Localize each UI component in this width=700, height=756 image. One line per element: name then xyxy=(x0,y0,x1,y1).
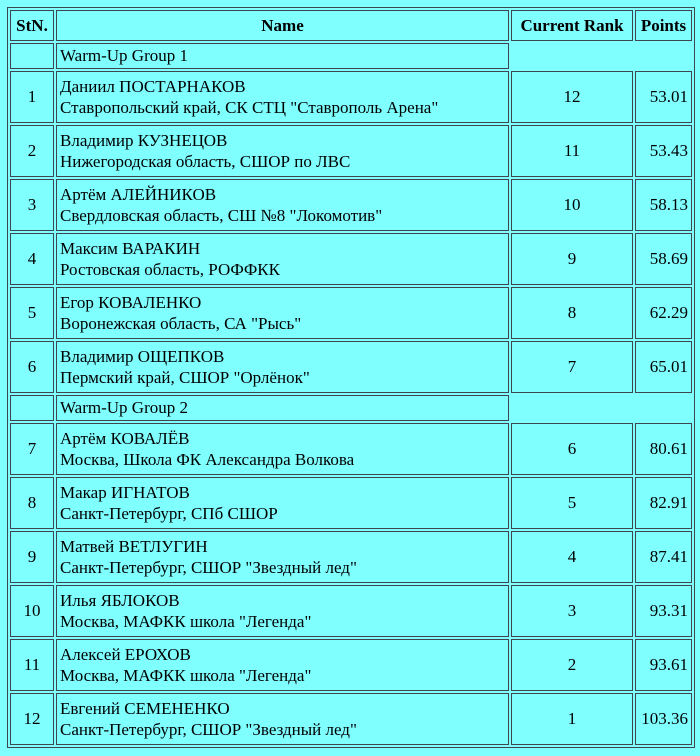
skater-name-and-club xyxy=(56,233,509,285)
skater-name: Егор КОВАЛЕНКО xyxy=(60,293,202,312)
points-value: 65.01 xyxy=(635,341,692,393)
skater-name: Илья ЯБЛОКОВ xyxy=(60,591,180,610)
skater-club: Санкт-Петербург, СШОР "Звездный лед" xyxy=(60,720,357,739)
current-rank: 6 xyxy=(511,423,633,475)
start-number: 12 xyxy=(10,693,54,745)
start-number: 1 xyxy=(10,71,54,123)
start-number: 7 xyxy=(10,423,54,475)
skater-club: Москва, МАФКК школа "Легенда" xyxy=(60,666,312,685)
skater-name: Даниил ПОСТАРНАКОВ xyxy=(60,77,246,96)
warmup-group-row xyxy=(10,395,692,421)
warmup-group-label: Warm-Up Group 1 xyxy=(56,43,509,69)
skater-name-and-club xyxy=(56,693,509,745)
skater-name-and-club xyxy=(56,477,509,529)
skater-club: Пермский край, СШОР "Орлёнок" xyxy=(60,368,310,387)
skater-row xyxy=(10,287,692,339)
skater-club: Москва, Школа ФК Александра Волкова xyxy=(60,450,355,469)
skater-club: Москва, МАФКК школа "Легенда" xyxy=(60,612,312,631)
points-value: 93.31 xyxy=(635,585,692,637)
skater-club: Санкт-Петербург, СПб СШОР xyxy=(60,504,278,523)
skater-row xyxy=(10,71,692,123)
stn-cell-empty xyxy=(10,43,54,69)
start-number: 9 xyxy=(10,531,54,583)
stn-cell-empty xyxy=(10,395,54,421)
skater-name-and-club xyxy=(56,341,509,393)
start-number: 5 xyxy=(10,287,54,339)
skater-row xyxy=(10,125,692,177)
skater-name: Максим ВАРАКИН xyxy=(60,239,201,258)
skater-name-and-club xyxy=(56,639,509,691)
skater-name-and-club xyxy=(56,531,509,583)
current-rank: 7 xyxy=(511,341,633,393)
points-value: 53.43 xyxy=(635,125,692,177)
skater-club: Санкт-Петербург, СШОР "Звездный лед" xyxy=(60,558,357,577)
skater-name: Артём КОВАЛЁВ xyxy=(60,429,190,448)
header-row xyxy=(10,10,692,41)
header-rank: Current Rank xyxy=(511,10,633,41)
skater-club: Свердловская область, СШ №8 "Локомотив" xyxy=(60,206,383,225)
points-value: 62.29 xyxy=(635,287,692,339)
start-number: 6 xyxy=(10,341,54,393)
empty-area xyxy=(511,43,692,69)
skater-name-and-club xyxy=(56,71,509,123)
skater-row xyxy=(10,341,692,393)
skater-row xyxy=(10,477,692,529)
current-rank: 9 xyxy=(511,233,633,285)
points-value: 87.41 xyxy=(635,531,692,583)
skater-row xyxy=(10,233,692,285)
header-points: Points xyxy=(635,10,692,41)
current-rank: 1 xyxy=(511,693,633,745)
start-number: 3 xyxy=(10,179,54,231)
points-value: 80.61 xyxy=(635,423,692,475)
start-number: 2 xyxy=(10,125,54,177)
skater-name: Матвей ВЕТЛУГИН xyxy=(60,537,208,556)
warmup-group-label: Warm-Up Group 2 xyxy=(56,395,509,421)
skater-name: Макар ИГНАТОВ xyxy=(60,483,190,502)
skater-club: Воронежская область, СА "Рысь" xyxy=(60,314,302,333)
start-number: 4 xyxy=(10,233,54,285)
skater-row xyxy=(10,693,692,745)
skater-name-and-club xyxy=(56,179,509,231)
header-stn: StN. xyxy=(10,10,54,41)
current-rank: 3 xyxy=(511,585,633,637)
points-value: 82.91 xyxy=(635,477,692,529)
skater-row xyxy=(10,531,692,583)
skater-name-and-club xyxy=(56,125,509,177)
skater-name-and-club xyxy=(56,585,509,637)
points-value: 53.01 xyxy=(635,71,692,123)
skater-name: Алексей ЕРОХОВ xyxy=(60,645,191,664)
current-rank: 11 xyxy=(511,125,633,177)
skater-club: Ростовская область, РОФФКК xyxy=(60,260,280,279)
skater-row xyxy=(10,179,692,231)
start-number: 11 xyxy=(10,639,54,691)
current-rank: 5 xyxy=(511,477,633,529)
skater-name: Владимир ОЩЕПКОВ xyxy=(60,347,225,366)
skater-name: Владимир КУЗНЕЦОВ xyxy=(60,131,228,150)
skater-club: Ставропольский край, СК СТЦ "Ставрополь Арена" xyxy=(60,98,439,117)
current-rank: 2 xyxy=(511,639,633,691)
skater-row xyxy=(10,423,692,475)
skater-row xyxy=(10,639,692,691)
points-value: 58.69 xyxy=(635,233,692,285)
points-value: 58.13 xyxy=(635,179,692,231)
current-rank: 10 xyxy=(511,179,633,231)
points-value: 93.61 xyxy=(635,639,692,691)
skater-name: Артём АЛЕЙНИКОВ xyxy=(60,185,217,204)
current-rank: 4 xyxy=(511,531,633,583)
start-number: 10 xyxy=(10,585,54,637)
header-name: Name xyxy=(56,10,509,41)
starting-order-table xyxy=(7,7,695,748)
skater-row xyxy=(10,585,692,637)
current-rank: 12 xyxy=(511,71,633,123)
empty-area xyxy=(511,395,692,421)
warmup-group-row xyxy=(10,43,692,69)
table-body xyxy=(10,43,692,745)
skater-name: Евгений СЕМЕНЕНКО xyxy=(60,699,230,718)
current-rank: 8 xyxy=(511,287,633,339)
points-value: 103.36 xyxy=(635,693,692,745)
skater-club: Нижегородская область, СШОР по ЛВС xyxy=(60,152,351,171)
start-number: 8 xyxy=(10,477,54,529)
skater-name-and-club xyxy=(56,287,509,339)
skater-name-and-club xyxy=(56,423,509,475)
